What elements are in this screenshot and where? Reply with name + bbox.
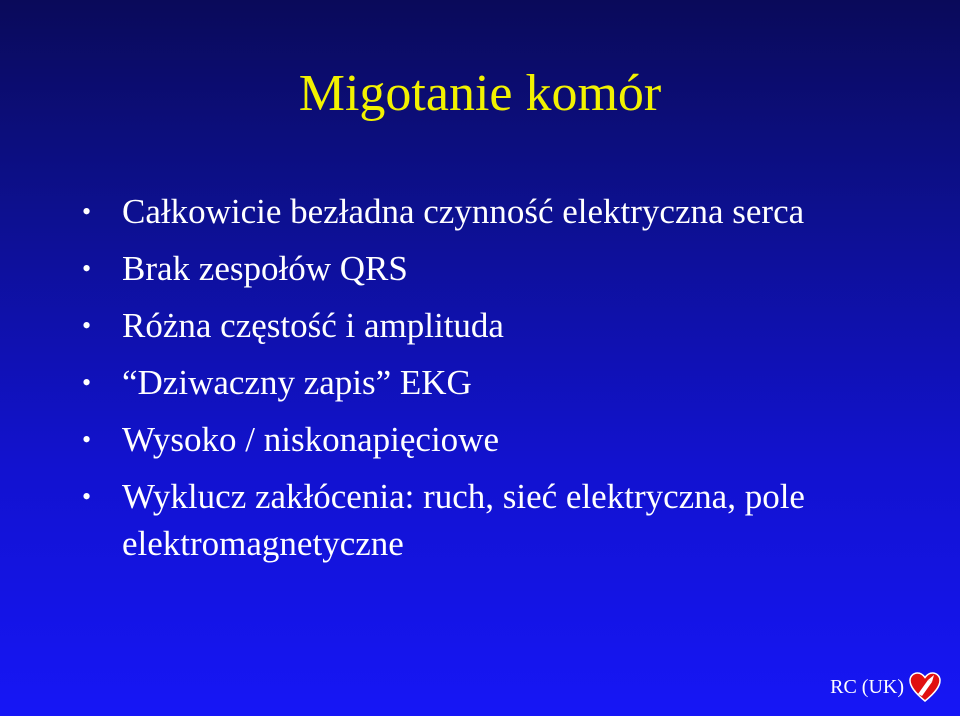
bullet-item [82,188,942,235]
bullet-item [82,245,942,292]
bullet-item [82,416,942,463]
bullet-icon: • [82,425,92,454]
bullet-icon: • [82,311,92,340]
bullet-item [82,359,942,406]
footer [830,670,942,704]
bullet-icon: • [82,254,92,283]
bullet-list [82,188,942,577]
bullet-icon: • [82,197,92,226]
bullet-text: Brak zespołów QRS [122,249,408,288]
bullet-text: Całkowicie bezładna czynność elektryczna serca [122,192,805,231]
bullet-item [82,302,942,349]
bullet-icon: • [82,368,92,397]
bullet-text: Wyklucz zakłócenia: ruch, sieć elektryczna, pole elektromagnetyczne [122,477,805,563]
bullet-text: Wysoko / niskonapięciowe [122,420,499,459]
bullet-text: “Dziwaczny zapis” EKG [122,363,472,402]
bullet-item [82,473,942,567]
slide-title: Migotanie komór [298,65,662,122]
heart-logo-icon [908,670,942,704]
footer-label: RC (UK) [830,676,904,698]
bullet-text: Różna częstość i amplituda [122,306,504,345]
bullet-icon: • [82,482,92,511]
